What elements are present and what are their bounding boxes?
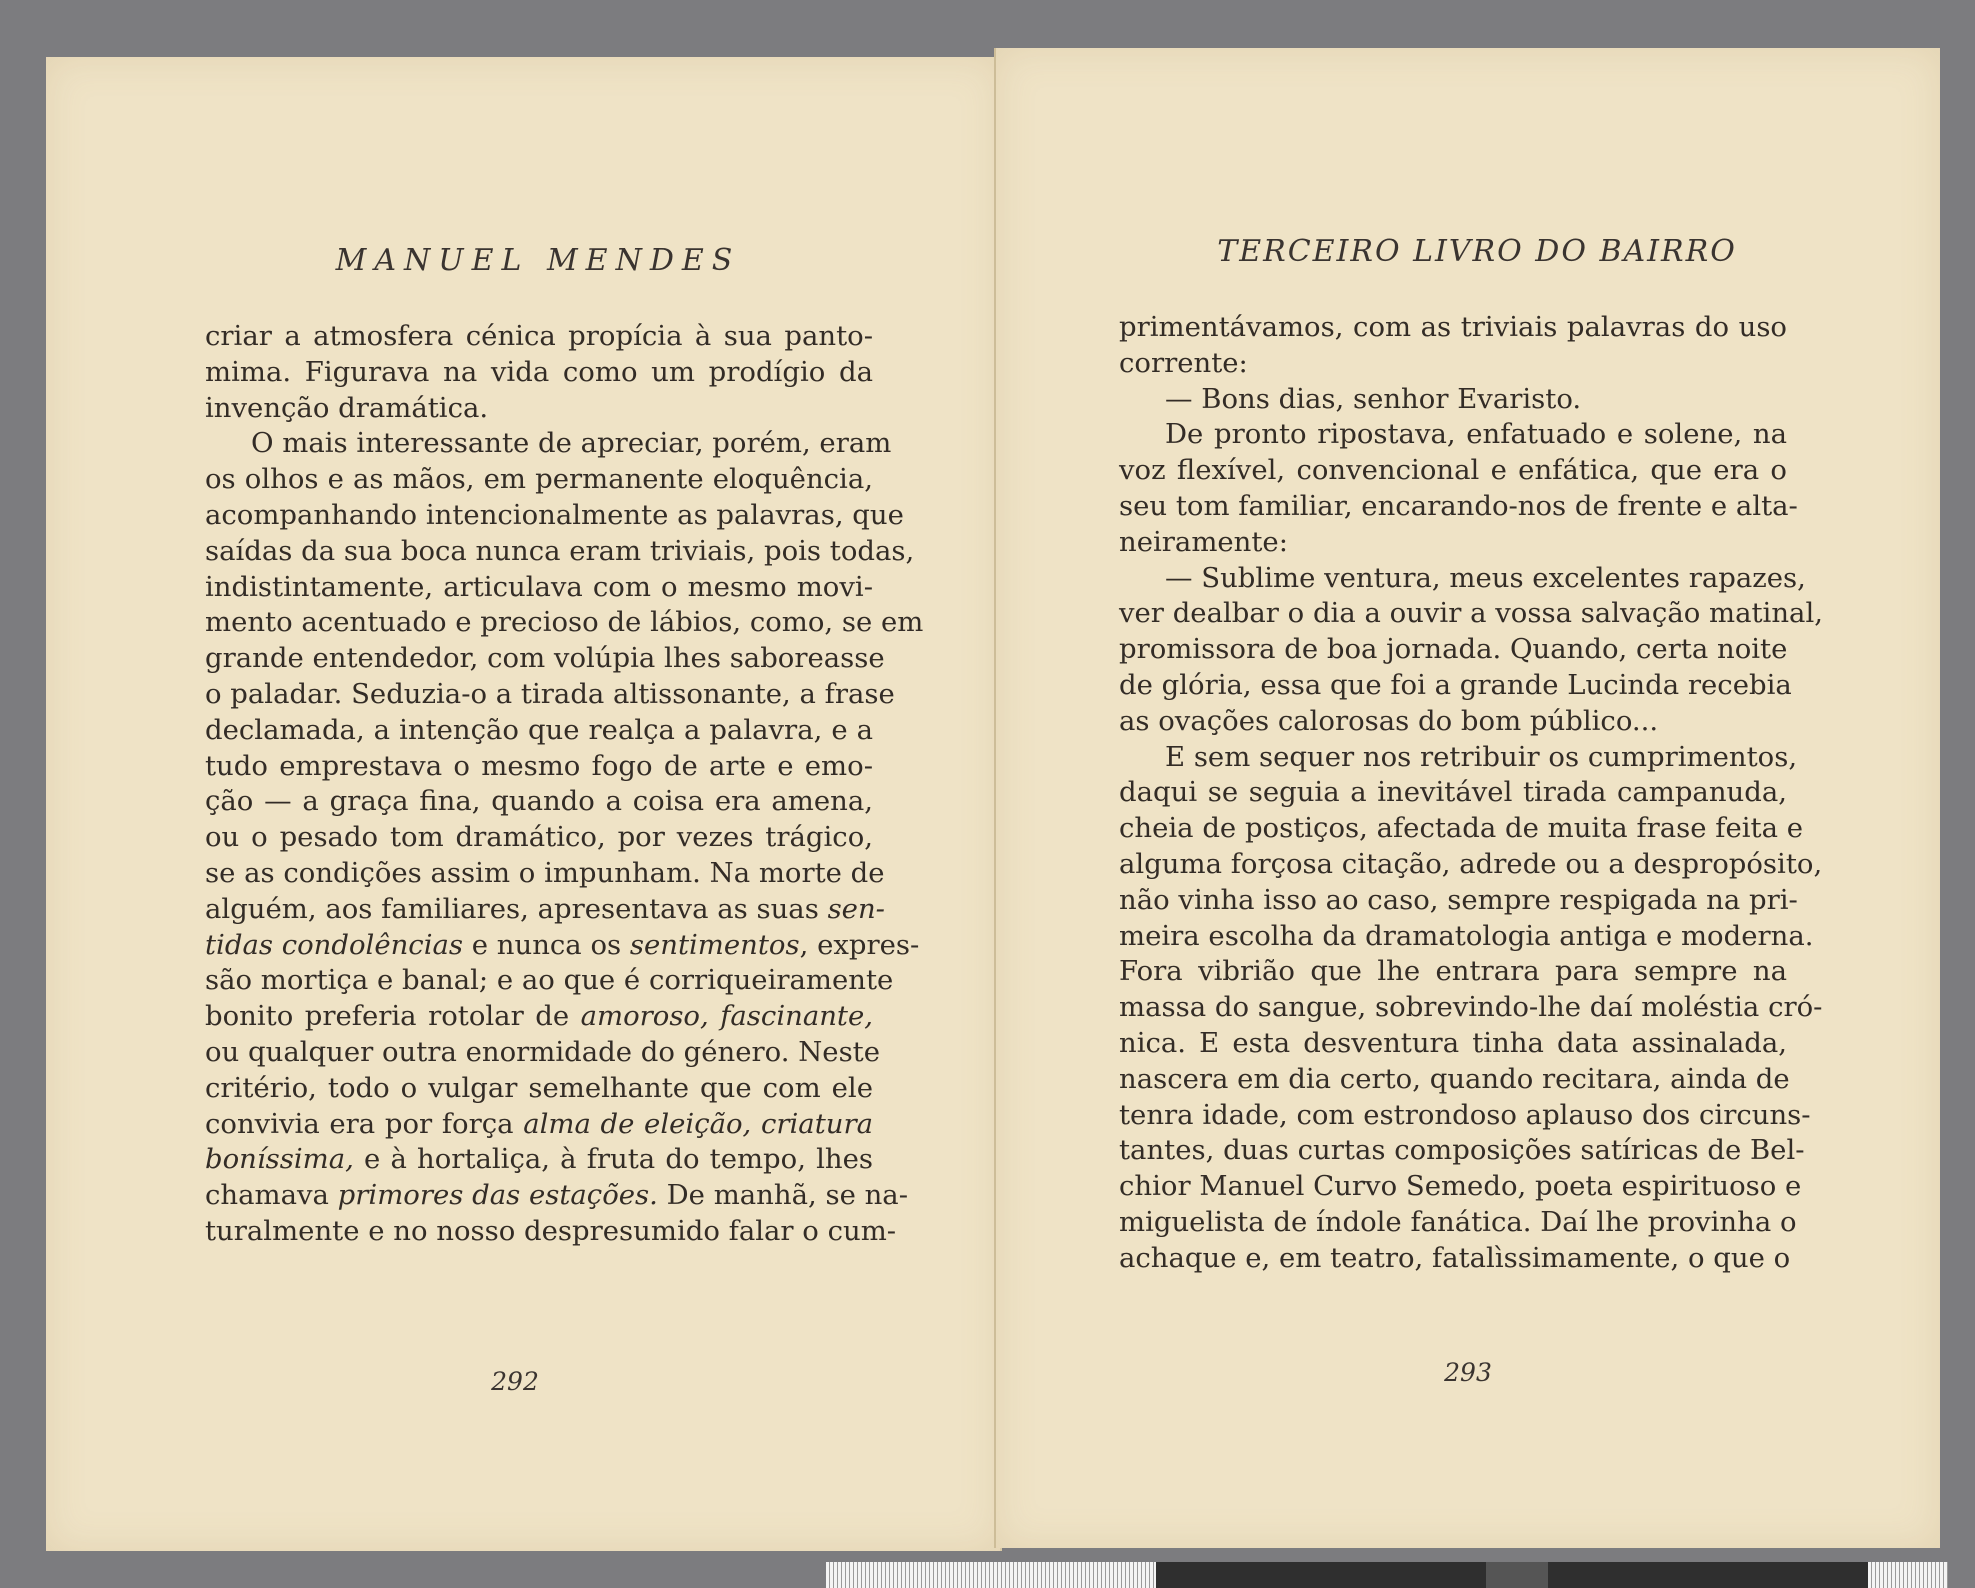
- text-line: [1119, 1062, 1790, 1098]
- text-line: [205, 605, 924, 641]
- text-line: [1119, 847, 1823, 883]
- text-segment: , expres-: [799, 928, 920, 961]
- text-line: [205, 641, 885, 677]
- text-line: [205, 570, 873, 606]
- text-segment: nascera em dia certo, quando recitara, ainda de: [1119, 1062, 1790, 1095]
- color-scale-bar: [826, 1562, 1948, 1588]
- text-line: [205, 928, 920, 964]
- scale-segment: [1486, 1562, 1548, 1588]
- text-line: [205, 820, 873, 856]
- text-segment: tudo emprestava o mesmo fogo de arte e emo-: [205, 749, 873, 782]
- text-line: [1119, 525, 1787, 561]
- text-line: [205, 856, 885, 892]
- italic-text: amoroso, fascinante,: [580, 1000, 873, 1033]
- text-segment: De pronto ripostava, enfatuado e solene, na: [1165, 418, 1787, 451]
- text-segment: não vinha isso ao caso, sempre respigada na pri-: [1119, 883, 1798, 916]
- text-segment: grande entendedor, com volúpia lhes saboreasse: [205, 642, 885, 675]
- text-line: [205, 355, 873, 391]
- running-head-left: MANUEL MENDES: [335, 243, 741, 278]
- text-line: [205, 963, 894, 999]
- text-segment: De manhã, se na-: [657, 1179, 908, 1212]
- text-segment: são mortiça e banal; e ao que é corriqueiramente: [205, 964, 894, 997]
- text-segment: corrente:: [1119, 346, 1248, 379]
- text-segment: o paladar. Seduzia-o a tirada altissonante, a frase: [205, 677, 895, 710]
- text-segment: de glória, essa que foi a grande Lucinda recebia: [1119, 668, 1792, 701]
- text-segment: convivia era por força: [205, 1107, 524, 1140]
- text-line: [205, 1178, 908, 1214]
- right-page: [994, 48, 1940, 1548]
- scale-segment: [826, 1562, 1156, 1588]
- text-segment: mento acentuado e precioso de lábios, como, se em: [205, 606, 924, 639]
- text-segment: bonito preferia rotolar de: [205, 1000, 581, 1033]
- page-number-left: 292: [491, 1367, 539, 1396]
- text-line: [205, 999, 873, 1035]
- text-line: [205, 426, 892, 462]
- text-line: [1119, 596, 1823, 632]
- text-line: [205, 1071, 873, 1107]
- running-head-right: TERCEIRO LIVRO DO BAIRRO: [1217, 234, 1737, 269]
- text-segment: O mais interessante de apreciar, porém, eram: [251, 427, 892, 460]
- text-line: [1119, 1205, 1797, 1241]
- text-segment: invenção dramática.: [205, 391, 489, 424]
- text-line: [1119, 775, 1787, 811]
- text-segment: ou o pesado tom dramático, por vezes trágico,: [205, 821, 873, 854]
- italic-text: alma de eleição, criatura: [523, 1107, 873, 1140]
- text-segment: se as condições assim o impunham. Na morte de: [205, 856, 885, 889]
- text-segment: acompanhando intencionalmente as palavras, que: [205, 498, 904, 531]
- text-line: [1119, 1133, 1805, 1169]
- text-line: [205, 892, 885, 928]
- text-line: [1119, 740, 1798, 776]
- text-line: [1119, 883, 1798, 919]
- text-line: [1119, 990, 1823, 1026]
- text-segment: e à hortaliça, à fruta do tempo, lhes: [353, 1143, 873, 1176]
- text-segment: alguma forçosa citação, adrede ou a despropósito,: [1119, 847, 1823, 880]
- text-segment: ou qualquer outra enormidade do género. Neste: [205, 1035, 881, 1068]
- text-line: [1119, 382, 1787, 418]
- text-line: [1119, 919, 1814, 955]
- text-line: [1119, 704, 1787, 740]
- text-segment: ver dealbar o dia a ouvir a vossa salvação matinal,: [1119, 597, 1823, 630]
- text-segment: cheia de postiços, afectada de muita frase feita e: [1119, 812, 1803, 845]
- text-segment: mima. Figurava na vida como um prodígio da: [205, 355, 873, 388]
- scale-segment: [1156, 1562, 1486, 1588]
- text-line: [205, 319, 873, 355]
- text-segment: saídas da sua boca nunca eram triviais, pois todas,: [205, 534, 915, 567]
- text-segment: — Bons dias, senhor Evaristo.: [1165, 382, 1582, 415]
- text-segment: as ovações calorosas do bom público...: [1119, 704, 1659, 737]
- scale-segment: [1868, 1562, 1948, 1588]
- text-line: [205, 462, 873, 498]
- text-segment: os olhos e as mãos, em permanente eloquência,: [205, 463, 873, 496]
- text-line: [1119, 954, 1787, 990]
- text-segment: neiramente:: [1119, 525, 1288, 558]
- text-segment: e nunca os: [463, 928, 630, 961]
- page-number-right: 293: [1444, 1358, 1492, 1387]
- italic-text: sentimentos: [629, 928, 800, 961]
- text-line: [205, 1107, 873, 1143]
- body-text-right: [1119, 310, 1823, 1277]
- text-segment: tantes, duas curtas composições satíricas de Bel-: [1119, 1134, 1805, 1167]
- text-segment: declamada, a intenção que realça a palavra, e a: [205, 713, 873, 746]
- left-page: [46, 57, 1002, 1551]
- body-text-left: [205, 319, 924, 1250]
- text-segment: voz flexível, convencional e enfática, que era o: [1119, 454, 1787, 487]
- text-segment: nica. E esta desventura tinha data assinalada,: [1119, 1026, 1787, 1059]
- text-line: [1119, 668, 1792, 704]
- text-line: [1119, 1169, 1802, 1205]
- text-line: [1119, 1241, 1791, 1277]
- text-line: [205, 749, 873, 785]
- text-line: [1119, 1098, 1811, 1134]
- text-segment: Fora vibrião que lhe entrara para sempre na: [1119, 955, 1787, 988]
- text-segment: chamava: [205, 1179, 338, 1212]
- text-line: [1119, 561, 1806, 597]
- text-line: [205, 534, 915, 570]
- text-segment: indistintamente, articulava com o mesmo movi-: [205, 570, 873, 603]
- italic-text: primores das estações.: [337, 1179, 658, 1212]
- text-segment: critério, todo o vulgar semelhante que com ele: [205, 1071, 873, 1104]
- text-line: [1119, 346, 1787, 382]
- text-segment: chior Manuel Curvo Semedo, poeta espirituoso e: [1119, 1170, 1802, 1203]
- text-segment: miguelista de índole fanática. Daí lhe provinha o: [1119, 1205, 1797, 1238]
- text-segment: seu tom familiar, encarando-nos de frente e alta-: [1119, 489, 1798, 522]
- text-line: [1119, 1026, 1787, 1062]
- text-segment: promissora de boa jornada. Quando, certa noite: [1119, 633, 1788, 666]
- text-segment: criar a atmosfera cénica propícia à sua panto-: [205, 320, 873, 352]
- italic-text: sen-: [827, 892, 885, 925]
- text-line: [1119, 453, 1787, 489]
- text-segment: E sem sequer nos retribuir os cumprimentos,: [1165, 740, 1798, 773]
- text-line: [205, 498, 904, 534]
- italic-text: tidas condolências: [205, 928, 464, 961]
- text-line: [1119, 811, 1803, 847]
- text-segment: tenra idade, com estrondoso aplauso dos circuns-: [1119, 1098, 1811, 1131]
- text-line: [1119, 417, 1787, 453]
- text-line: [205, 1142, 873, 1178]
- text-line: [205, 391, 873, 427]
- text-segment: primentávamos, com as triviais palavras do uso: [1119, 311, 1787, 343]
- text-line: [205, 1214, 897, 1250]
- text-line: [205, 677, 895, 713]
- text-line: [1119, 310, 1787, 346]
- text-segment: — Sublime ventura, meus excelentes rapazes,: [1165, 561, 1806, 594]
- italic-text: boníssima,: [205, 1143, 354, 1176]
- scale-segment: [1548, 1562, 1868, 1588]
- text-segment: alguém, aos familiares, apresentava as suas: [205, 892, 828, 925]
- text-segment: daqui se seguia a inevitável tirada campanuda,: [1119, 776, 1787, 809]
- text-segment: ção — a graça fina, quando a coisa era amena,: [205, 785, 873, 818]
- text-line: [205, 784, 873, 820]
- text-segment: massa do sangue, sobrevindo-lhe daí moléstia cró-: [1119, 991, 1823, 1024]
- text-line: [205, 1035, 881, 1071]
- text-segment: meira escolha da dramatologia antiga e moderna.: [1119, 919, 1814, 952]
- text-line: [205, 713, 873, 749]
- text-segment: turalmente e no nosso despresumido falar o cum-: [205, 1214, 897, 1247]
- text-line: [1119, 489, 1798, 525]
- text-segment: achaque e, em teatro, fatalìssimamente, o que o: [1119, 1241, 1791, 1274]
- text-line: [1119, 632, 1787, 668]
